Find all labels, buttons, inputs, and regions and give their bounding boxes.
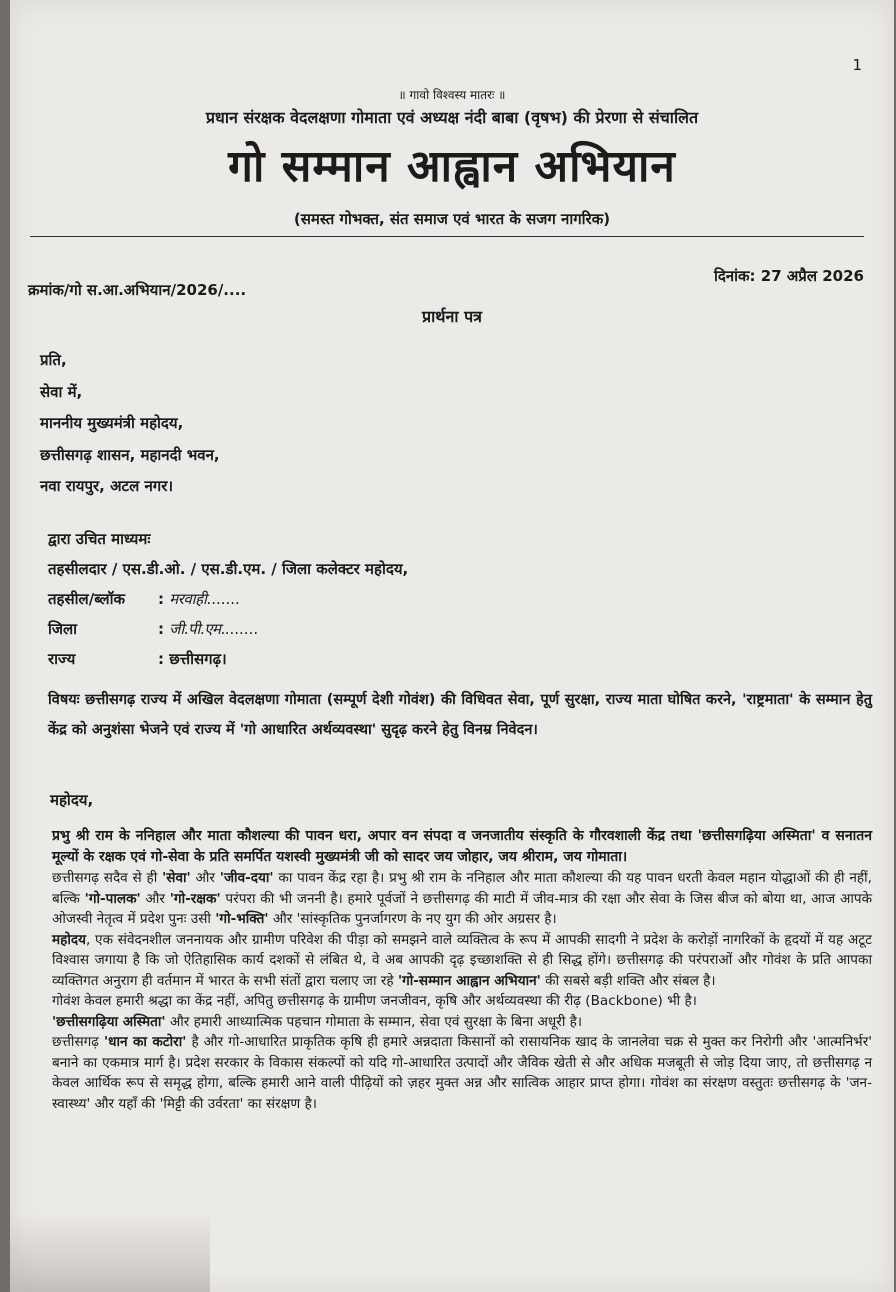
address-line: नवा रायपुर, अटल नगर।	[40, 477, 174, 495]
page-shadow	[10, 1212, 210, 1292]
tehsil-label: तहसील/ब्लॉक	[48, 590, 125, 608]
body-paragraph: 'छत्तीसगढ़िया अस्मिता' और हमारी आध्यात्मिक पहचान गोमाता के सम्मान, सेवा एवं सुरक्षा के बिना अधूरी है।	[52, 1013, 583, 1030]
address-line: सेवा में,	[40, 382, 83, 401]
state-row: राज्य : छत्तीसगढ़।	[48, 644, 408, 674]
state-value: छत्तीसगढ़।	[169, 650, 227, 668]
via-heading: द्वारा उचित माध्यमः	[48, 530, 151, 548]
header-motto: ॥ गावो विश्वस्य मातरः ॥	[398, 88, 506, 102]
greeting-paragraph: प्रभु श्री राम के ननिहाल और माता कौशल्या की पावन धरा, अपार वन संपदा व जनजातीय संस्कृति के गौरवशाली केंद्र तथा 'छत्तीसगढ़िया अस्मिता' व सनातन मूल्यों के रक्षक एवं गो-सेवा के प्रति समर्पित यशस्वी मुख्यमंत्री जी को सादर जय जोहार, जय श्रीराम, जय गोमाता।	[52, 828, 872, 865]
recipient-address	[40, 345, 220, 503]
document-title: प्रार्थना पत्र	[422, 307, 482, 326]
body-paragraph: गोवंश केवल हमारी श्रद्धा का केंद्र नहीं, अपितु छत्तीसगढ़ के ग्रामीण जनजीवन, कृषि और अर्थव्यवस्था की रीढ़ (Backbone) भी है।	[52, 993, 697, 1009]
subject-line: विषयः छत्तीसगढ़ राज्य में अखिल वेदलक्षणा गोमाता (सम्पूर्ण देशी गोवंश) की विधिवत सेवा, पूर्ण सुरक्षा, राज्य माता घोषित करने, 'राष्ट्रमाता' के सम्मान हेतु केंद्र को अनुशंसा भेजने एवं राज्य में 'गो आधारित अर्थव्यवस्था' सुदृढ़ करने हेतु विनम्र निवेदन।	[48, 692, 872, 738]
via-channel	[48, 524, 408, 674]
letter-date: दिनांक: 27 अप्रैल 2026	[713, 267, 864, 285]
district-handwritten-value: जी.पी.एम.	[169, 620, 225, 638]
letter-page	[10, 0, 894, 1292]
address-line: छत्तीसगढ़ शासन, महानदी भवन,	[40, 445, 220, 464]
letter-body	[52, 826, 872, 1114]
fill-dots: .......	[206, 590, 240, 608]
address-line: प्रति,	[40, 351, 67, 369]
body-paragraph: छत्तीसगढ़ सदैव से ही 'सेवा' और 'जीव-दया' का पावन केंद्र रहा है। प्रभु श्री राम के ननिहाल और माता कौशल्या की यह पावन धरती केवल महान योद्धाओं की ही नहीं, बल्कि 'गो-पालक' और 'गो-रक्षक' परंपरा की भी जननी है। हमारे पूर्वजों ने छत्तीसगढ़ की माटी में जीव-मात्र की रक्षा और सेवा के जिस बीज को बोया था, आज आपके ओजस्वी नेतृत्व में प्रदेश पुनः उसी 'गो-भक्ति' और 'सांस्कृतिक पुनर्जागरण के नए युग की ओर अग्रसर है।	[52, 870, 873, 927]
tehsil-handwritten-value: मरवाही	[169, 590, 207, 608]
reference-number: क्रमांक/गो स.आ.अभियान/2026/....	[28, 281, 247, 299]
page-number: 1	[852, 56, 862, 74]
address-line: माननीय मुख्यमंत्री महोदय,	[40, 414, 184, 432]
body-paragraph: महोदय, एक संवेदनशील जननायक और ग्रामीण परिवेश की पीड़ा को समझने वाले व्यक्तित्व के रूप में आपकी सादगी ने प्रदेश के करोड़ों नागरिकों के हृदयों में यह अटूट विश्वास जगाया है कि जो ऐतिहासिक कार्य दशकों से लंबित थे, वे अब आपकी दृढ़ इच्छाशक्ति से ही सिद्ध होंगे। छत्तीसगढ़ की परंपराओं और गोवंश के प्रति आपका व्यक्तिगत अनुराग ही वर्तमान में भारत के सभी संतों द्वारा चलाए जा रहे 'गो-सम्मान आह्वान अभियान' की सबसे बड़ी शक्ति और संबल है।	[52, 931, 872, 989]
district-label: जिला	[48, 620, 78, 638]
fill-dots: .......	[224, 620, 259, 638]
via-officers: तहसीलदार / एस.डी.ओ. / एस.डी.एम. / जिला कलेक्टर महोदय,	[48, 560, 409, 578]
tehsil-row: तहसील/ब्लॉक : मरवाही.......	[48, 584, 408, 614]
header-inspiration: प्रधान संरक्षक वेदलक्षणा गोमाता एवं अध्यक्ष नंदी बाबा (वृषभ) की प्रेरणा से संचालित	[205, 108, 699, 127]
salutation: महोदय,	[50, 791, 94, 809]
header-subtitle: (समस्त गोभक्त, संत समाज एवं भारत के सजग नागरिक)	[293, 210, 611, 228]
district-row: जिला : जी.पी.एम........	[48, 614, 408, 644]
state-label: राज्य	[48, 650, 76, 668]
body-paragraph: छत्तीसगढ़ 'धान का कटोरा' है और गो-आधारित प्राकृतिक कृषि ही हमारे अन्नदाता किसानों को रासायनिक खाद के जानलेवा चक्र से मुक्त कर निरोगी और 'आत्मनिर्भर' बनाने का एकमात्र मार्ग है। प्रदेश सरकार के विकास संकल्पों को यदि गो-आधारित उत्पादों और जैविक खेती से और अधिक मजबूती से जोड़ दिया जाए, तो छत्तीसगढ़ न केवल आर्थिक रूप से समृद्ध होगा, बल्कि हमारी आने वाली पीढ़ियों को ज़हर मुक्त अन्न और सात्विक आहार प्राप्त होगा। गोवंश का संरक्षण वस्तुतः छत्तीसगढ़ के 'जन-स्वास्थ्य' और यहाँ की 'मिट्टी की उर्वरता' का संरक्षण है।	[52, 1034, 872, 1112]
header-divider	[30, 236, 864, 237]
page-title: गो सम्मान आह्वान अभियान	[228, 141, 676, 192]
